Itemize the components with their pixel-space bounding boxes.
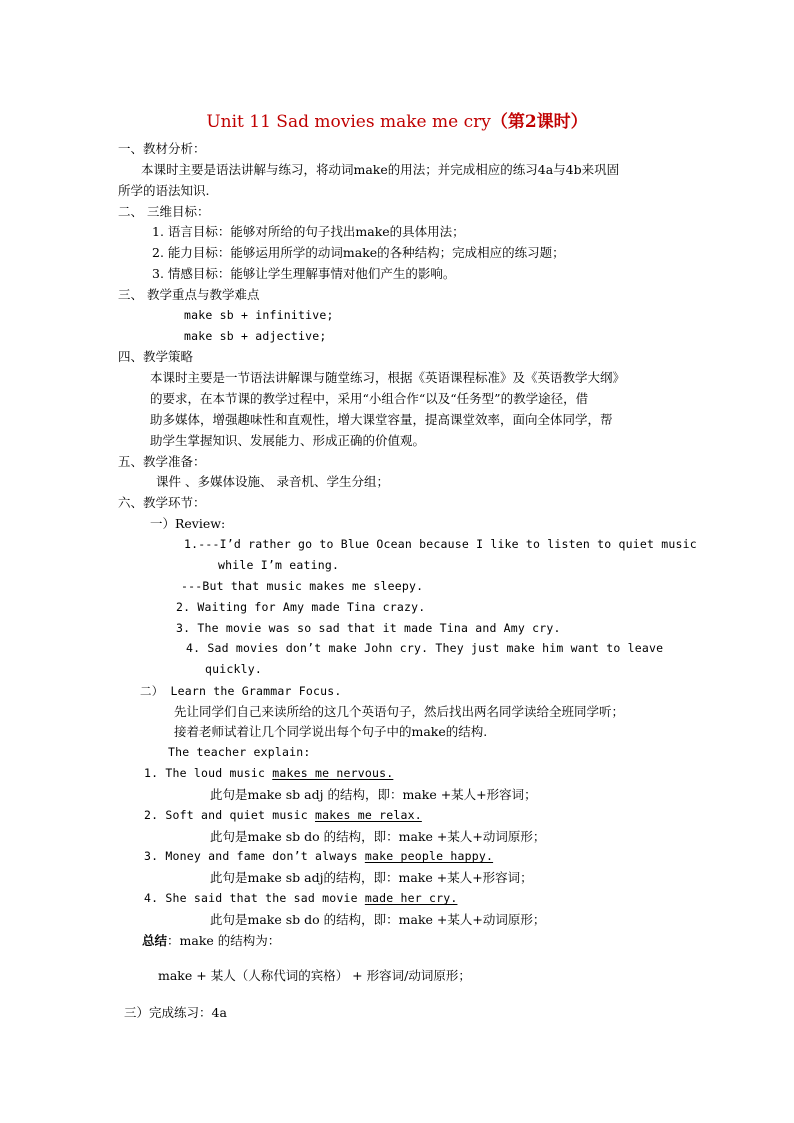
section6-heading: 六、教学环节： (118, 495, 206, 510)
example-3 (144, 848, 493, 865)
section4-line2: 的要求，在本节课的教学过程中，采用“小组合作“以及“任务型”的教学途径，借 (150, 391, 589, 406)
grammar-line2: 接着老师试着让几个同学说出每个句子中的make的结构. (174, 724, 488, 739)
section5-heading: 五、教学准备： (118, 454, 206, 469)
section5-line: 课件 、多媒体设施、 录音机、学生分组； (156, 474, 389, 489)
review-sentence-2: 2. Waiting for Amy made Tina crazy. (176, 600, 426, 614)
grammar-heading (140, 682, 342, 700)
example-1-note: 此句是make sb adj 的结构，即：make +某人+形容词； (210, 787, 537, 802)
summary-line (142, 932, 280, 949)
example-4-num: 4. (144, 891, 159, 905)
example-2-underlined: makes me relax. (314, 808, 422, 822)
section1-heading: 一、教材分析： (118, 141, 206, 156)
example-3-underlined: make people happy. (364, 849, 494, 863)
page-title (0, 107, 794, 132)
example-4-pre: She said that the sad movie (165, 891, 365, 905)
section2-item-3: 3. 情感目标：能够让学生理解事情对他们产生的影响。 (152, 266, 456, 281)
example-2-note: 此句是make sb do 的结构，即：make +某人+动词原形； (210, 829, 546, 844)
review-sentence-4a: 4. Sad movies don’t make John cry. They just make him want to leave (186, 641, 664, 655)
grammar-line3: The teacher explain: (168, 745, 311, 759)
summary-formula: make + 某人（人称代词的宾格） + 形容词/动词原形； (158, 968, 471, 983)
section1-line2: 所学的语法知识. (118, 183, 210, 198)
example-2 (144, 807, 422, 824)
section4-line4: 助学生掌握知识、发展能力、形成正确的价值观。 (150, 433, 426, 448)
grammar-heading-text: 二） Learn the Grammar Focus. (140, 684, 342, 698)
section1-line1: 本课时主要是语法讲解与练习，将动词make的用法；并完成相应的练习4a与4b来巩固 (141, 162, 620, 177)
example-4-underlined: made her cry. (364, 891, 458, 905)
example-2-pre: Soft and quiet music (165, 808, 315, 822)
review-sentence-1b: while I’m eating. (218, 558, 340, 572)
example-3-pre: Money and fame don’t always (165, 849, 365, 863)
review-heading: 一）Review: (150, 516, 226, 531)
section3-heading: 三、 教学重点与教学难点 (118, 287, 260, 302)
section4-line1: 本课时主要是一节语法讲解课与随堂练习，根据《英语课程标准》及《英语教学大纲》 (150, 370, 626, 385)
title-main: Unit 11 Sad movies make me cry (206, 112, 491, 132)
summary-rest: ：make 的结构为： (167, 933, 281, 948)
review-sentence-1c: ---But that music makes me sleepy. (181, 579, 424, 593)
example-1-pre: The loud music (165, 766, 273, 780)
title-sub: （第2课时） (490, 112, 588, 132)
grammar-line1: 先让同学们自己来读所给的这几个英语句子，然后找出两名同学读给全班同学听； (174, 704, 625, 719)
section4-heading: 四、教学策略 (118, 349, 194, 364)
review-sentence-4b: quickly. (205, 662, 262, 676)
summary-label: 总结 (142, 933, 168, 948)
section4-line3: 助多媒体，增强趣味性和直观性，增大课堂容量，提高课堂效率，面向全体同学，帮 (150, 412, 613, 427)
section2-item-1: 1. 语言目标：能够对所给的句子找出make的具体用法； (152, 224, 465, 239)
review-sentence-3: 3. The movie was so sad that it made Tina and Amy cry. (176, 621, 561, 635)
review-sentence-1a: 1.---I’d rather go to Blue Ocean because I like to listen to quiet music (184, 537, 697, 551)
example-3-num: 3. (144, 849, 159, 863)
section3-item-1: make sb + infinitive; (184, 308, 334, 322)
example-2-num: 2. (144, 808, 159, 822)
section2-heading: 二、 三维目标： (118, 204, 210, 219)
example-4-note: 此句是make sb do 的结构，即：make +某人+动词原形； (210, 912, 546, 927)
section2-item-2: 2. 能力目标：能够运用所学的动词make的各种结构；完成相应的练习题； (152, 245, 565, 260)
example-1-underlined: makes me nervous. (272, 766, 394, 780)
example-4 (144, 890, 457, 907)
example-1-num: 1. (144, 766, 159, 780)
example-3-note: 此句是make sb adj的结构，即：make +某人+形容词； (210, 870, 533, 885)
example-1 (144, 765, 393, 782)
practice-heading: 三）完成练习：4a (124, 1005, 227, 1020)
section3-item-2: make sb + adjective; (184, 329, 327, 343)
